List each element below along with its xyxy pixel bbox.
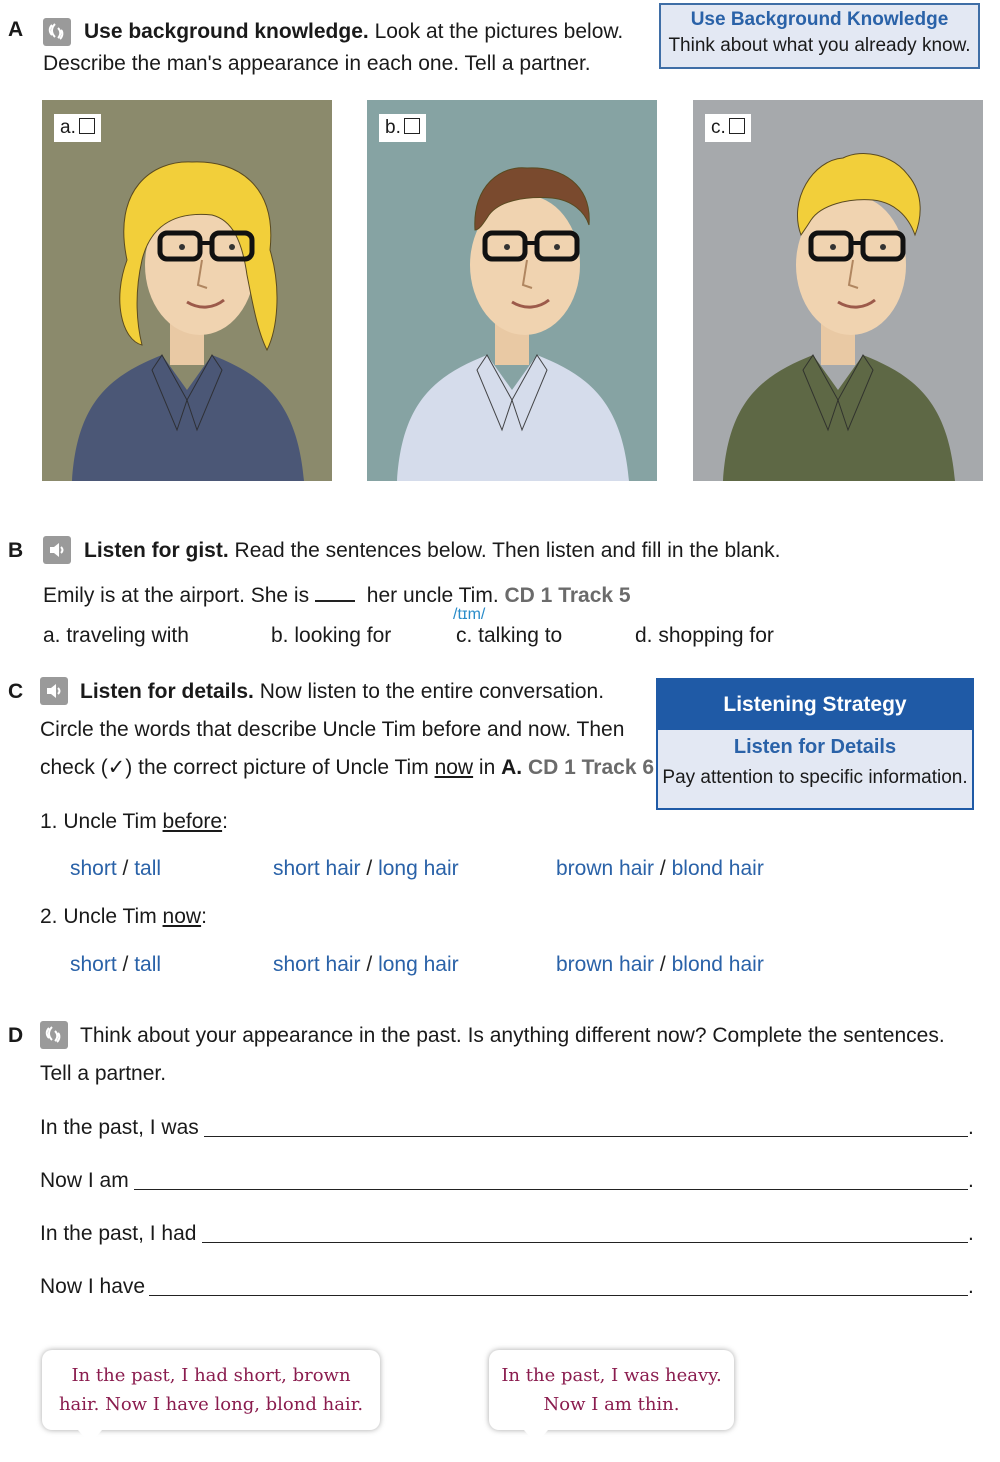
answer-line-1[interactable] (204, 1136, 968, 1137)
choice-short[interactable]: short (70, 953, 117, 976)
item1-before: before (162, 810, 223, 833)
section-d-text1: Think about your appearance in the past. Is anything different now? Complete the sentences. (80, 1024, 945, 1047)
period: . (968, 1275, 974, 1298)
picture-a (42, 100, 332, 481)
section-c-line3 (40, 752, 654, 783)
period: . (968, 1116, 974, 1139)
section-b-text: Read the sentences below. Then listen and fill in the blank. (228, 539, 781, 562)
picture-label-text: c. (711, 117, 726, 138)
speech-bubble-2-tail (524, 1430, 548, 1444)
picture-label-text: a. (60, 117, 76, 138)
section-a-text1: Look at the pictures below. (368, 20, 624, 43)
option-c[interactable]: c. talking to (456, 624, 563, 647)
choice-color-now[interactable]: brown hair / blond hair (556, 953, 764, 976)
prompt-now-have: Now I have (40, 1275, 146, 1298)
audio-icon (40, 677, 68, 705)
fill-blank[interactable] (315, 600, 355, 602)
choice-short-hair[interactable]: short hair (273, 857, 361, 880)
speech-bubble-2 (489, 1350, 734, 1430)
track-5: CD 1 Track 5 (504, 584, 631, 607)
picture-label-1 (379, 114, 426, 142)
choice-tall[interactable]: tall (134, 857, 162, 880)
choice-long-hair[interactable]: long hair (378, 857, 459, 880)
choice-tall[interactable]: tall (134, 953, 162, 976)
picture-c (693, 100, 983, 481)
line3-now: now (434, 756, 474, 779)
choice-length-now[interactable]: short hair / long hair (273, 953, 459, 976)
picture-label-0 (54, 114, 101, 142)
strategy-title: Listening Strategy (658, 680, 972, 730)
section-b-instruction (84, 535, 781, 566)
section-b-heading: Listen for gist. (84, 539, 229, 562)
section-a-instruction-line1 (84, 16, 623, 47)
item2-colon: : (201, 905, 207, 928)
bubble2-line2: Now I am thin. (543, 1394, 680, 1415)
choice-short-hair[interactable]: short hair (273, 953, 361, 976)
answer-line-4[interactable] (149, 1295, 968, 1296)
choice-length-before[interactable]: short hair / long hair (273, 857, 459, 880)
checkbox[interactable] (404, 118, 420, 134)
answer-line-3[interactable] (202, 1242, 968, 1243)
audio-icon (43, 536, 71, 564)
choice-height-before[interactable]: short / tall (70, 857, 162, 880)
item2-pre: 2. Uncle Tim (40, 905, 163, 928)
choice-long-hair[interactable]: long hair (378, 953, 459, 976)
prompt-past-was: In the past, I was (40, 1116, 199, 1139)
item2-now: now (162, 905, 202, 928)
section-a-instruction-line2: Describe the man's appearance in each one. Tell a partner. (43, 52, 591, 75)
section-c-text1: Now listen to the entire conversation. (253, 680, 605, 703)
option-b[interactable]: b. looking for (271, 624, 392, 647)
checkbox[interactable] (79, 118, 95, 134)
background-knowledge-text: Think about what you already know. (668, 35, 971, 56)
sentence-pre: Emily is at the airport. She is (43, 584, 315, 607)
choice-blond-hair[interactable]: blond hair (671, 857, 764, 880)
item-2 (40, 901, 207, 932)
choice-blond-hair[interactable]: blond hair (671, 953, 764, 976)
picture-label-text: b. (385, 117, 401, 138)
section-a-letter: A (8, 18, 24, 41)
section-c-heading: Listen for details. (80, 680, 254, 703)
checkbox[interactable] (729, 118, 745, 134)
background-knowledge-title: Use Background Knowledge (690, 9, 949, 30)
picture-b (367, 100, 657, 481)
item1-colon: : (222, 810, 228, 833)
picture-label-2 (705, 114, 751, 142)
line3-pre: check (✓) the correct picture of Uncle Tim (40, 756, 435, 779)
option-d[interactable]: d. shopping for (635, 624, 774, 647)
choice-color-before[interactable]: brown hair / blond hair (556, 857, 764, 880)
choice-brown-hair[interactable]: brown hair (556, 857, 655, 880)
background-knowledge-box (659, 3, 980, 69)
choice-brown-hair[interactable]: brown hair (556, 953, 655, 976)
section-b-sentence (43, 580, 631, 611)
option-a[interactable]: a. traveling with (43, 624, 189, 647)
section-c-letter: C (8, 680, 24, 703)
partner-talk-icon (43, 18, 71, 46)
item-1 (40, 806, 228, 837)
bubble1-line2: hair. Now I have long, blond hair. (58, 1394, 364, 1415)
bubble2-line1: In the past, I was heavy. (501, 1365, 722, 1386)
line3-in: in (473, 756, 502, 779)
pronunciation: /tɪm/ (453, 606, 486, 623)
strategy-text: Pay attention to specific information. (662, 767, 968, 788)
section-b-letter: B (8, 539, 24, 562)
item1-pre: 1. Uncle Tim (40, 810, 163, 833)
strategy-subtitle: Listen for Details (733, 736, 897, 758)
sentence-post: her uncle Tim. (360, 584, 499, 607)
track-6: CD 1 Track 6 (527, 756, 655, 779)
choice-short[interactable]: short (70, 857, 117, 880)
section-d-letter: D (8, 1024, 24, 1047)
prompt-now-am: Now I am (40, 1169, 129, 1192)
bubble1-line1: In the past, I had short, brown (71, 1365, 351, 1386)
section-c-line1 (80, 676, 604, 707)
period: . (968, 1169, 974, 1192)
section-c-line2: Circle the words that describe Uncle Tim before and now. Then (40, 718, 625, 741)
period: . (968, 1222, 974, 1245)
section-d-text2: Tell a partner. (40, 1062, 167, 1085)
speech-bubble-1-tail (78, 1430, 102, 1444)
answer-line-2[interactable] (134, 1189, 968, 1190)
prompt-past-had: In the past, I had (40, 1222, 197, 1245)
listening-strategy-box (656, 678, 974, 810)
line3-a: A. (501, 756, 523, 779)
choice-height-now[interactable]: short / tall (70, 953, 162, 976)
section-a-heading: Use background knowledge. (84, 20, 369, 43)
speech-bubble-1 (42, 1350, 380, 1430)
partner-talk-icon (40, 1021, 68, 1049)
